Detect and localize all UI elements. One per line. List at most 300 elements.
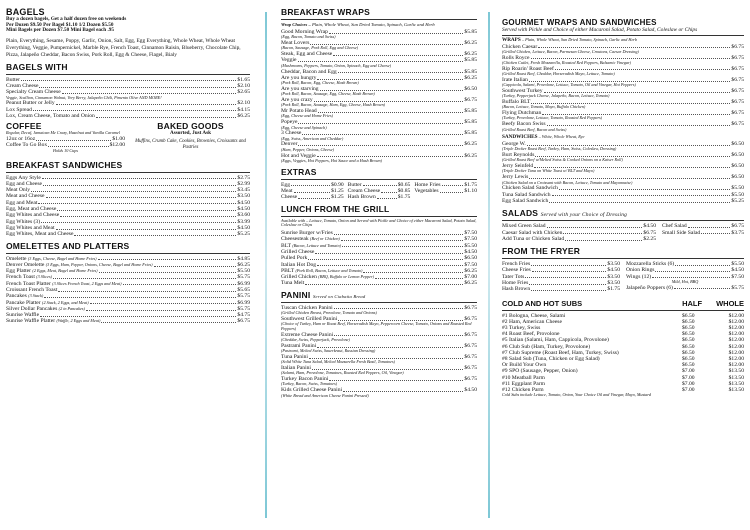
column-divider-left [265, 12, 267, 518]
dot-leader [531, 286, 606, 291]
menu-item-price: $5.85 [464, 130, 477, 137]
menu-item-price: $6.75 [643, 229, 656, 236]
menu-item-desc: (Turkey, Bacon, Swiss, Tomatoes) [281, 381, 338, 387]
menu-item-name: Egg Salad Sandwich [502, 197, 549, 204]
dot-leader [333, 51, 463, 56]
menu-item-desc: (Bacon, Lettuce, Tomato, Mayo, Buffalo Chicken) [502, 104, 586, 110]
menu-item-price: $4.50 [464, 387, 477, 394]
coffee-desc: Regular, Decaf, Jamaican Me Crazy, Hazelnut and Vanilla Caramel [6, 130, 120, 136]
dot-leader [315, 249, 463, 254]
dot-leader [563, 230, 642, 235]
menu-item-desc: (Choice of Turkey, Ham or Roast Beef, Horseradish Mayo, Peppercorn Cheese, Tomato, Onions and Roasted Red Peppers) [281, 321, 472, 331]
menu-item-desc: (Pork Roll, Bacon, Sausage, Egg, Cheese, Hash Brown) [281, 91, 375, 97]
menu-item-price: $4.85 [237, 255, 250, 262]
sub-name: #11 Eggplant Parm [502, 380, 545, 387]
menu-item-name: Egg and Meat [6, 199, 38, 206]
menu-item-desc: (2 Stack, 2 Eggs, and Meat) [42, 299, 89, 305]
menu-item-name: Pulled Pork [281, 255, 308, 262]
menu-item-desc: (Grilled Roast Beef, Cheddar, Horseradish Mayo, Lettuce, Tomato) [502, 71, 615, 77]
sub-half-price: $6.50 [682, 337, 695, 344]
menu-item-name: Pancake Platter (2 Stack, 2 Eggs, and Meat) [6, 299, 89, 306]
menu-item-name: French Fries [502, 261, 531, 268]
menu-item-name: Tuna Salad Sandwich [502, 191, 551, 198]
dot-leader [529, 77, 730, 82]
menu-item-name: Denver [281, 141, 298, 148]
coffee-block [6, 122, 125, 153]
menu-item-desc: (Grilled Roast Beef, Bacon and Swiss) [502, 126, 567, 132]
dot-leader [552, 192, 731, 197]
dot-leader [57, 206, 236, 211]
menu-item-price: $2.65 [237, 89, 250, 96]
dot-leader [317, 343, 463, 348]
menu-column-1 [6, 8, 250, 522]
menu-item-price: $5.85 [464, 57, 477, 64]
menu-item-desc: (Turkey, Provolone, Lettuce, Tomato, Roasted Red Peppers) [502, 115, 603, 121]
subs-heading: COLD AND HOT SUBS [502, 298, 583, 308]
dot-leader [534, 163, 730, 168]
dot-leader [342, 243, 463, 248]
baked-goods-heading: BAKED GOODS [157, 121, 224, 132]
menu-item-price: $7.50 [464, 261, 477, 268]
dot-leader [329, 376, 463, 381]
bagels-with-rule [6, 74, 250, 75]
menu-item-row [502, 286, 620, 292]
mini-bagels-line: Mini Bagels per Dozen $7.50 Mini Bagel each .95 [6, 27, 114, 34]
dot-leader [308, 255, 463, 260]
sub-name: #7 Club Supreme (Roast Beef, Ham, Turkey, Swiss) [502, 349, 619, 356]
menu-item-name: Veggie [281, 57, 297, 64]
dot-leader [298, 194, 330, 199]
menu-item-name: Popeye [281, 119, 298, 126]
extras-cell [281, 194, 344, 200]
menu-item-price: $2.99 [237, 180, 250, 187]
dot-leader [329, 29, 464, 34]
dot-leader [317, 262, 463, 267]
dot-leader [317, 75, 463, 80]
dot-leader [44, 293, 236, 298]
dot-leader [544, 88, 731, 93]
menu-item-name: Lox, Cream Cheese, Tomato and Onion [6, 113, 95, 120]
menu-item-price: $6.50 [464, 255, 477, 262]
extras-price: $1.75 [397, 194, 411, 201]
menu-item-name: French Toast (3 Slices) [6, 274, 52, 281]
menu-item-name: Italian Hot Dog [281, 261, 317, 268]
menu-item-row [6, 113, 250, 119]
dot-leader [309, 354, 463, 359]
menu-item-name: Omelette (3 Eggs, Cheese, Bagel and Home Fries) [6, 255, 97, 262]
menu-item-name: Meat and Cheese [6, 193, 45, 200]
menu-item-name: Jerry Seinfeld [502, 163, 534, 170]
dot-leader [547, 223, 643, 228]
sub-whole-price: $12.00 [728, 337, 744, 344]
menu-item-price: $5.50 [731, 185, 744, 192]
salads-heading [502, 209, 744, 218]
dot-leader [538, 44, 730, 49]
menu-item-name: Tater Tots [502, 273, 525, 280]
menu-item-desc: (3 Eggs, Cheese, Bagel and Home Fries) [27, 255, 97, 261]
menu-item-price: $2.10 [237, 100, 250, 107]
menu-item-price: $6.75 [464, 315, 477, 322]
wrap-choices-text: Plain, Whole Wheat, Sun Dried Tomato, Spinach, Garlic and Herb [311, 22, 435, 27]
dot-leader [547, 121, 731, 126]
menu-item-name: Lox Spread [6, 106, 32, 113]
coffee-heading: COFFEE [6, 121, 42, 132]
extras-rule [281, 179, 477, 180]
dot-leader [555, 66, 731, 71]
grill-list [281, 230, 477, 287]
dot-leader [338, 69, 464, 74]
extras-name: Egg [281, 181, 291, 188]
dot-leader [535, 152, 730, 157]
sub-name: #10 Meatball Parm [502, 374, 545, 381]
menu-item-name: Chicken Caesar [502, 43, 538, 50]
dot-leader [377, 194, 397, 199]
dot-leader [531, 55, 731, 60]
menu-item-price: $5.85 [464, 108, 477, 115]
dot-leader [312, 365, 463, 370]
bagel-types: Plain, Everything, Sesame, Poppy, Garlic, Onion, Salt, Egg, Egg Everything, Whole Wheat, Whole Wheat Everything, Veggie, Pumpernickel, Marble Rye, French Toast, Cinnamon Raisin, Blueberry, Chocolate Chip, Pizza, Jalapeño Cheddar, Bacon Swiss, Pork Roll, Egg & Cheese, Flagel, Bialy [6, 37, 241, 58]
dot-leader [154, 262, 237, 267]
column-divider-right [488, 12, 490, 518]
dot-leader [40, 312, 236, 317]
extras-price: $1.25 [331, 187, 344, 194]
extras-price: $0.90 [331, 181, 344, 188]
dot-leader [549, 198, 730, 203]
menu-item-name: Sunrise Burger w/Fries [281, 230, 333, 237]
salads-title: SALADS [502, 208, 539, 219]
menu-item-name: Eggs Any Style [6, 174, 41, 181]
dot-leader [298, 141, 463, 146]
extras-price: $0.85 [397, 187, 411, 194]
specialty-desc: Veggie, Scallion, Cinnamon Walnut, Very Berry, Jalapeño Chili, Pimento Olive AND MORE! [6, 94, 162, 100]
breakfast-sandwich-list [6, 175, 250, 238]
sub-whole-price: $12.00 [728, 343, 744, 350]
dot-leader [123, 281, 237, 286]
menu-item-name: Chicken Salad Sandwich [502, 185, 558, 192]
dot-leader [62, 89, 237, 94]
menu-item-desc: (3 Eggs, Ham, Pepper, Onions, Cheese, Bagel and Home Fries) [45, 261, 153, 267]
menu-item-price: $6.75 [464, 365, 477, 372]
menu-item-name: Italian Panini [281, 365, 311, 372]
bagel-deal-line-2: Per Dozen $9.50 Per Bagel $1.10 1/2 Dozen $5.50 [6, 21, 114, 28]
menu-item-name: French Toast Platter (3 Slices French Toast, 2 Eggs and Meat) [6, 280, 122, 287]
sub-name: #12 Chicken Parm [502, 387, 544, 394]
menu-item-price: $5.50 [731, 191, 744, 198]
sub-whole-price: $12.00 [728, 362, 744, 369]
menu-item-name: Rolls Royce [502, 54, 530, 61]
menu-item-name: Hot and Veggie [281, 152, 316, 159]
menu-item-price: $5.75 [731, 284, 744, 291]
salads-right [662, 223, 744, 242]
subs-half-header: HALF [682, 298, 703, 308]
dot-leader [98, 256, 237, 261]
menu-item-row [6, 318, 250, 324]
menu-item-name: PBLT (Pork Roll, Bacon, Lettuce and Tomato) [281, 267, 363, 274]
sub-name: #2 Ham, American Cheese [502, 318, 562, 325]
menu-item-price: $6.25 [464, 280, 477, 287]
subs-note: Cold Subs include Lettuce, Tomato, Onion, Your Choice Oil and Vinegar, Mayo, Mustard [502, 392, 651, 398]
menu-item-price: $5.85 [464, 68, 477, 75]
sub-name: #3 Turkey, Swiss [502, 324, 541, 331]
menu-item-name: Cheese Fries [502, 267, 531, 274]
omelettes-heading: OMELETTES AND PLATTERS [6, 240, 130, 251]
menu-column-2 [281, 8, 477, 522]
menu-item-price: $6.25 [464, 51, 477, 58]
menu-item-price: $3.99 [237, 218, 250, 225]
dot-leader [532, 267, 607, 272]
coffee-size-price: $1.00 [112, 136, 125, 143]
menu-item-name: Home Fries [502, 279, 529, 286]
sub-name: #8 Salad Sub (Tuna, Chicken or Egg Salad) [502, 356, 600, 362]
dot-leader [39, 83, 236, 88]
dot-leader [21, 77, 236, 82]
dot-leader [53, 274, 236, 279]
fryer-left [502, 261, 620, 292]
sub-name: #4 Roast Beef, Provolone [502, 331, 560, 338]
menu-item-price: $6.50 [731, 152, 744, 159]
baked-goods-desc: Muffins, Crumb Cake, Cookies, Brownies, Croissants and Pastries [135, 138, 246, 150]
menu-item-name: 3 Cheese [281, 130, 302, 137]
menu-item-price: $7.50 [464, 236, 477, 243]
menu-item-price: $4.75 [237, 312, 250, 319]
dot-leader [652, 274, 730, 279]
menu-item-name: Grilled Cheese [281, 249, 315, 255]
menu-item-desc: (Chicken Salad on a Croissant with Bacon, Lettuce, Tomato and Mayonnaise) [502, 179, 633, 185]
menu-item-name: Add Tuna or Chicken Salad [502, 235, 565, 242]
panini-heading [281, 291, 477, 300]
menu-item-price: $4.50 [237, 224, 250, 231]
menu-item-price: $6.75 [731, 223, 744, 230]
menu-item-price: $6.50 [731, 174, 744, 181]
menu-item-price: $5.85 [464, 119, 477, 126]
extras-name: Home Fries [414, 181, 441, 188]
omelettes-rule [6, 253, 250, 254]
dot-leader [320, 86, 464, 91]
salads-rule [502, 220, 744, 221]
menu-item-price: $5.65 [237, 287, 250, 293]
menu-item-row [502, 236, 656, 242]
grill-rule [281, 216, 477, 217]
menu-item-name: Sunrise Waffle Platter (Waffle, 2 Eggs and Meat) [6, 318, 101, 325]
menu-item-price: $6.75 [731, 76, 744, 83]
menu-item-name: BLT (Bacon, Lettuce and Tomato) [281, 242, 342, 249]
dot-leader [334, 332, 463, 337]
dot-leader [527, 141, 731, 146]
menu-item-price: $6.25 [464, 141, 477, 148]
dot-leader [375, 274, 463, 279]
dot-leader [74, 231, 236, 236]
menu-item-price: $7.50 [464, 230, 477, 237]
menu-item-name: Buffalo BLT [502, 99, 531, 106]
menu-item-price: $5.50 [464, 242, 477, 249]
menu-item-name: Tuna Melt [281, 280, 305, 287]
dot-leader [101, 318, 236, 323]
menu-item-price: $3.50 [607, 273, 620, 280]
menu-item-price: $4.15 [237, 106, 250, 113]
menu-item-name: Extreme Cheese Panini [281, 331, 334, 338]
menu-item-name: Egg Whites, Meat and Cheese [6, 231, 74, 238]
dot-leader [363, 182, 397, 187]
extras-cell [414, 194, 477, 200]
salads-left [502, 223, 656, 242]
subs-rule [502, 310, 744, 311]
menu-item-price: $5.25 [731, 197, 744, 204]
dot-leader [31, 187, 236, 192]
dot-leader [38, 200, 236, 205]
menu-item-price: $6.75 [464, 304, 477, 311]
menu-item-name: Egg Whites and Meat [6, 224, 55, 231]
sub-whole-price: $12.00 [728, 349, 744, 356]
sub-whole-price: $12.00 [728, 331, 744, 338]
dot-leader [675, 261, 730, 266]
menu-item-price: $4.50 [237, 199, 250, 206]
menu-item-name: Pastrami Panini [281, 342, 317, 349]
sandwiches-label: SANDWICHES [502, 134, 538, 141]
extras-price: $1.25 [331, 194, 344, 201]
dot-leader [318, 108, 464, 113]
menu-item-name: Pancakes (3 Stack) [6, 293, 44, 300]
menu-item-desc: (Beef or Chicken) [310, 236, 340, 242]
wrap-choices [281, 22, 477, 27]
fryer-right [626, 261, 744, 292]
menu-item-price: $6.75 [464, 331, 477, 338]
gourmet-desc: Served with Pickle and Choice of either Macaroni Salad, Potato Salad, Coleslaw or Chips [502, 27, 698, 33]
menu-item-price: $1.75 [607, 286, 620, 293]
sub-whole-price: $13.50 [728, 368, 744, 375]
dot-leader [298, 57, 464, 62]
gourmet-rule [502, 35, 744, 36]
menu-item-desc: (Turkey, Pepperjack Cheese, Jalapeño, Bacon, Lettuce, Tomato) [502, 93, 610, 99]
menu-item-price: $7.50 [731, 273, 744, 280]
dot-leader [529, 174, 730, 179]
sub-whole-price: $13.50 [728, 387, 744, 394]
menu-item-name: Egg and Cheese [6, 180, 43, 187]
menu-item-price: $6.75 [731, 65, 744, 72]
grill-desc: Available with – Lettuce, Tomato, Onion and Served with Pickle and Choice of either Macaroni Salad, Potato Salad, Coleslaw or Chips [281, 217, 477, 228]
menu-item-name: Steak, Egg and Cheese [281, 51, 333, 58]
menu-item-price: $6.75 [237, 318, 250, 325]
menu-item-price: $5.85 [464, 29, 477, 35]
menu-item-name: Cheesesteak (Beef or Chicken) [281, 236, 340, 243]
extras-name: Vegetables [414, 187, 439, 194]
dot-leader [294, 188, 331, 193]
extras-grid [281, 182, 477, 201]
sub-whole-price: $13.50 [728, 380, 744, 387]
sub-whole-price: $12.00 [728, 312, 744, 319]
dot-leader [41, 219, 236, 224]
menu-item-desc: (Bacon, Sausage, Pork Roll, Egg and Cheese) [281, 45, 359, 51]
salads-grid [502, 223, 744, 242]
menu-item-desc: (White Bread and American Cheese Panini Pressed) [281, 392, 369, 398]
menu-item-desc: (2 Eggs, Meat, Bagel and Home Fries) [32, 268, 98, 274]
dot-leader [381, 188, 397, 193]
menu-item-desc: (Grilled Chicken Breast, Provolone, Tomato and Onions) [281, 310, 377, 316]
menu-item-price: $6.75 [731, 54, 744, 61]
extras-name: Cheese [281, 194, 298, 201]
panini-list [281, 305, 477, 399]
menu-item-name: Jalapeño Poppers (6) [626, 284, 673, 291]
sub-whole-price: $12.00 [728, 324, 744, 331]
menu-item-row [502, 198, 744, 204]
sub-half-price: $6.50 [682, 343, 695, 350]
menu-item-desc: (Chicken Cutlet, Fresh Mozzarella, Roasted Red Peppers, Balsamic Vinegar) [502, 59, 632, 65]
menu-item-row [6, 231, 250, 237]
sub-name: Or Build Your Own [502, 362, 547, 369]
coffee-box-desc: Holds 10 Cups [53, 147, 78, 153]
menu-item-price: $6.75 [731, 110, 744, 117]
menu-item-price: $6.75 [464, 376, 477, 383]
menu-item-name: Good Morning Wrap [281, 29, 328, 35]
dot-leader [529, 280, 606, 285]
menu-item-desc: (Pastrami, Melted Swiss, Sauerkraut, Russian Dressing) [281, 348, 376, 354]
menu-item-price: $6.25 [464, 267, 477, 274]
menu-item-name: Burt Reynolds [502, 152, 535, 159]
menu-item-desc: (Ham, Pepper, Onions, Cheese) [281, 146, 335, 152]
dot-leader [525, 274, 606, 279]
menu-item-desc: (Cheddar, Swiss, Pepperjack, Provolone) [281, 337, 350, 343]
menu-item-name: Wings (12) [626, 273, 652, 280]
menu-item-name: Mr Potato Head [281, 108, 317, 115]
bagel-deal-line-1: Buy a dozen bagels, Get a half dozen free on weekends [6, 16, 127, 22]
menu-item-desc: (Triple Decker Tuna on White Toast w/ BLT and Mayo) [502, 168, 595, 174]
wraps-label: WRAPS [502, 37, 521, 43]
dot-leader [302, 130, 463, 135]
breakfast-wraps-heading: BREAKFAST WRAPS [281, 7, 370, 17]
menu-item-price: $6.50 [464, 85, 477, 92]
menu-item-price: $2.75 [237, 174, 250, 181]
menu-item-price: $4.50 [643, 223, 656, 230]
menu-item-price: $6.25 [464, 74, 477, 81]
menu-item-desc: (Cappicola, Salami, Provolone, Lettuce, Tomato, Oil and Vinegar, Hot Peppers) [502, 82, 636, 88]
menu-item-desc: (Egg, Cheese and Spinach) [281, 124, 327, 130]
sub-half-price: $6.50 [682, 349, 695, 356]
fryer-grid [502, 261, 744, 292]
dot-leader [314, 97, 464, 102]
menu-item-price: $6.25 [237, 113, 250, 120]
sub-half-price: $6.50 [682, 324, 695, 331]
extras-price: $0.65 [397, 181, 411, 188]
dot-leader [674, 285, 730, 290]
breakfast-wraps-list [281, 29, 477, 164]
extras-row [281, 194, 477, 200]
menu-item-price: $7.00 [464, 274, 477, 281]
sub-name: #1 Bologna, Cheese, Salami [502, 312, 566, 319]
menu-item-name: Croissant French Toast [6, 287, 58, 293]
menu-item-desc: (3 Slices) [36, 274, 52, 280]
menu-item-name: Beefy Bacon Swiss [502, 121, 546, 128]
dot-leader [343, 387, 463, 392]
wraps-choices: – Plain, Whole Wheat, Sun Dried Tomato, Spinach, Garlic and Herb [522, 37, 638, 42]
menu-item-desc: (Bacon, Lettuce and Tomato) [292, 242, 342, 248]
menu-item-price: $6.25 [464, 152, 477, 159]
extras-name: Cream Cheese [347, 187, 381, 194]
menu-item-name: Small Side Salad [662, 229, 701, 236]
baked-goods-sub: Assorted, Just Ask [169, 130, 212, 137]
dot-leader [334, 305, 464, 310]
menu-item-price: $6.25 [464, 40, 477, 47]
menu-item-name: Egg Whites and Cheese [6, 212, 60, 219]
menu-item-desc: (Mushrooms, Peppers, Tomato, Onion, Spinach, Egg and Cheese) [281, 62, 392, 68]
dot-leader [565, 236, 642, 241]
menu-item-price: $6.50 [731, 163, 744, 170]
wraps-rule [281, 19, 477, 20]
menu-item-desc: (Pork Roll, Bacon, Egg, Cheese, Hash Brown) [281, 80, 359, 86]
sub-half-price: $6.50 [682, 318, 695, 325]
menu-item-name: Jerry Lewis [502, 174, 529, 181]
dot-leader [317, 153, 464, 158]
menu-item-desc: (Egg, Swiss, American and Cheddar) [281, 135, 344, 141]
subs-whole-header: WHOLE [716, 298, 744, 308]
